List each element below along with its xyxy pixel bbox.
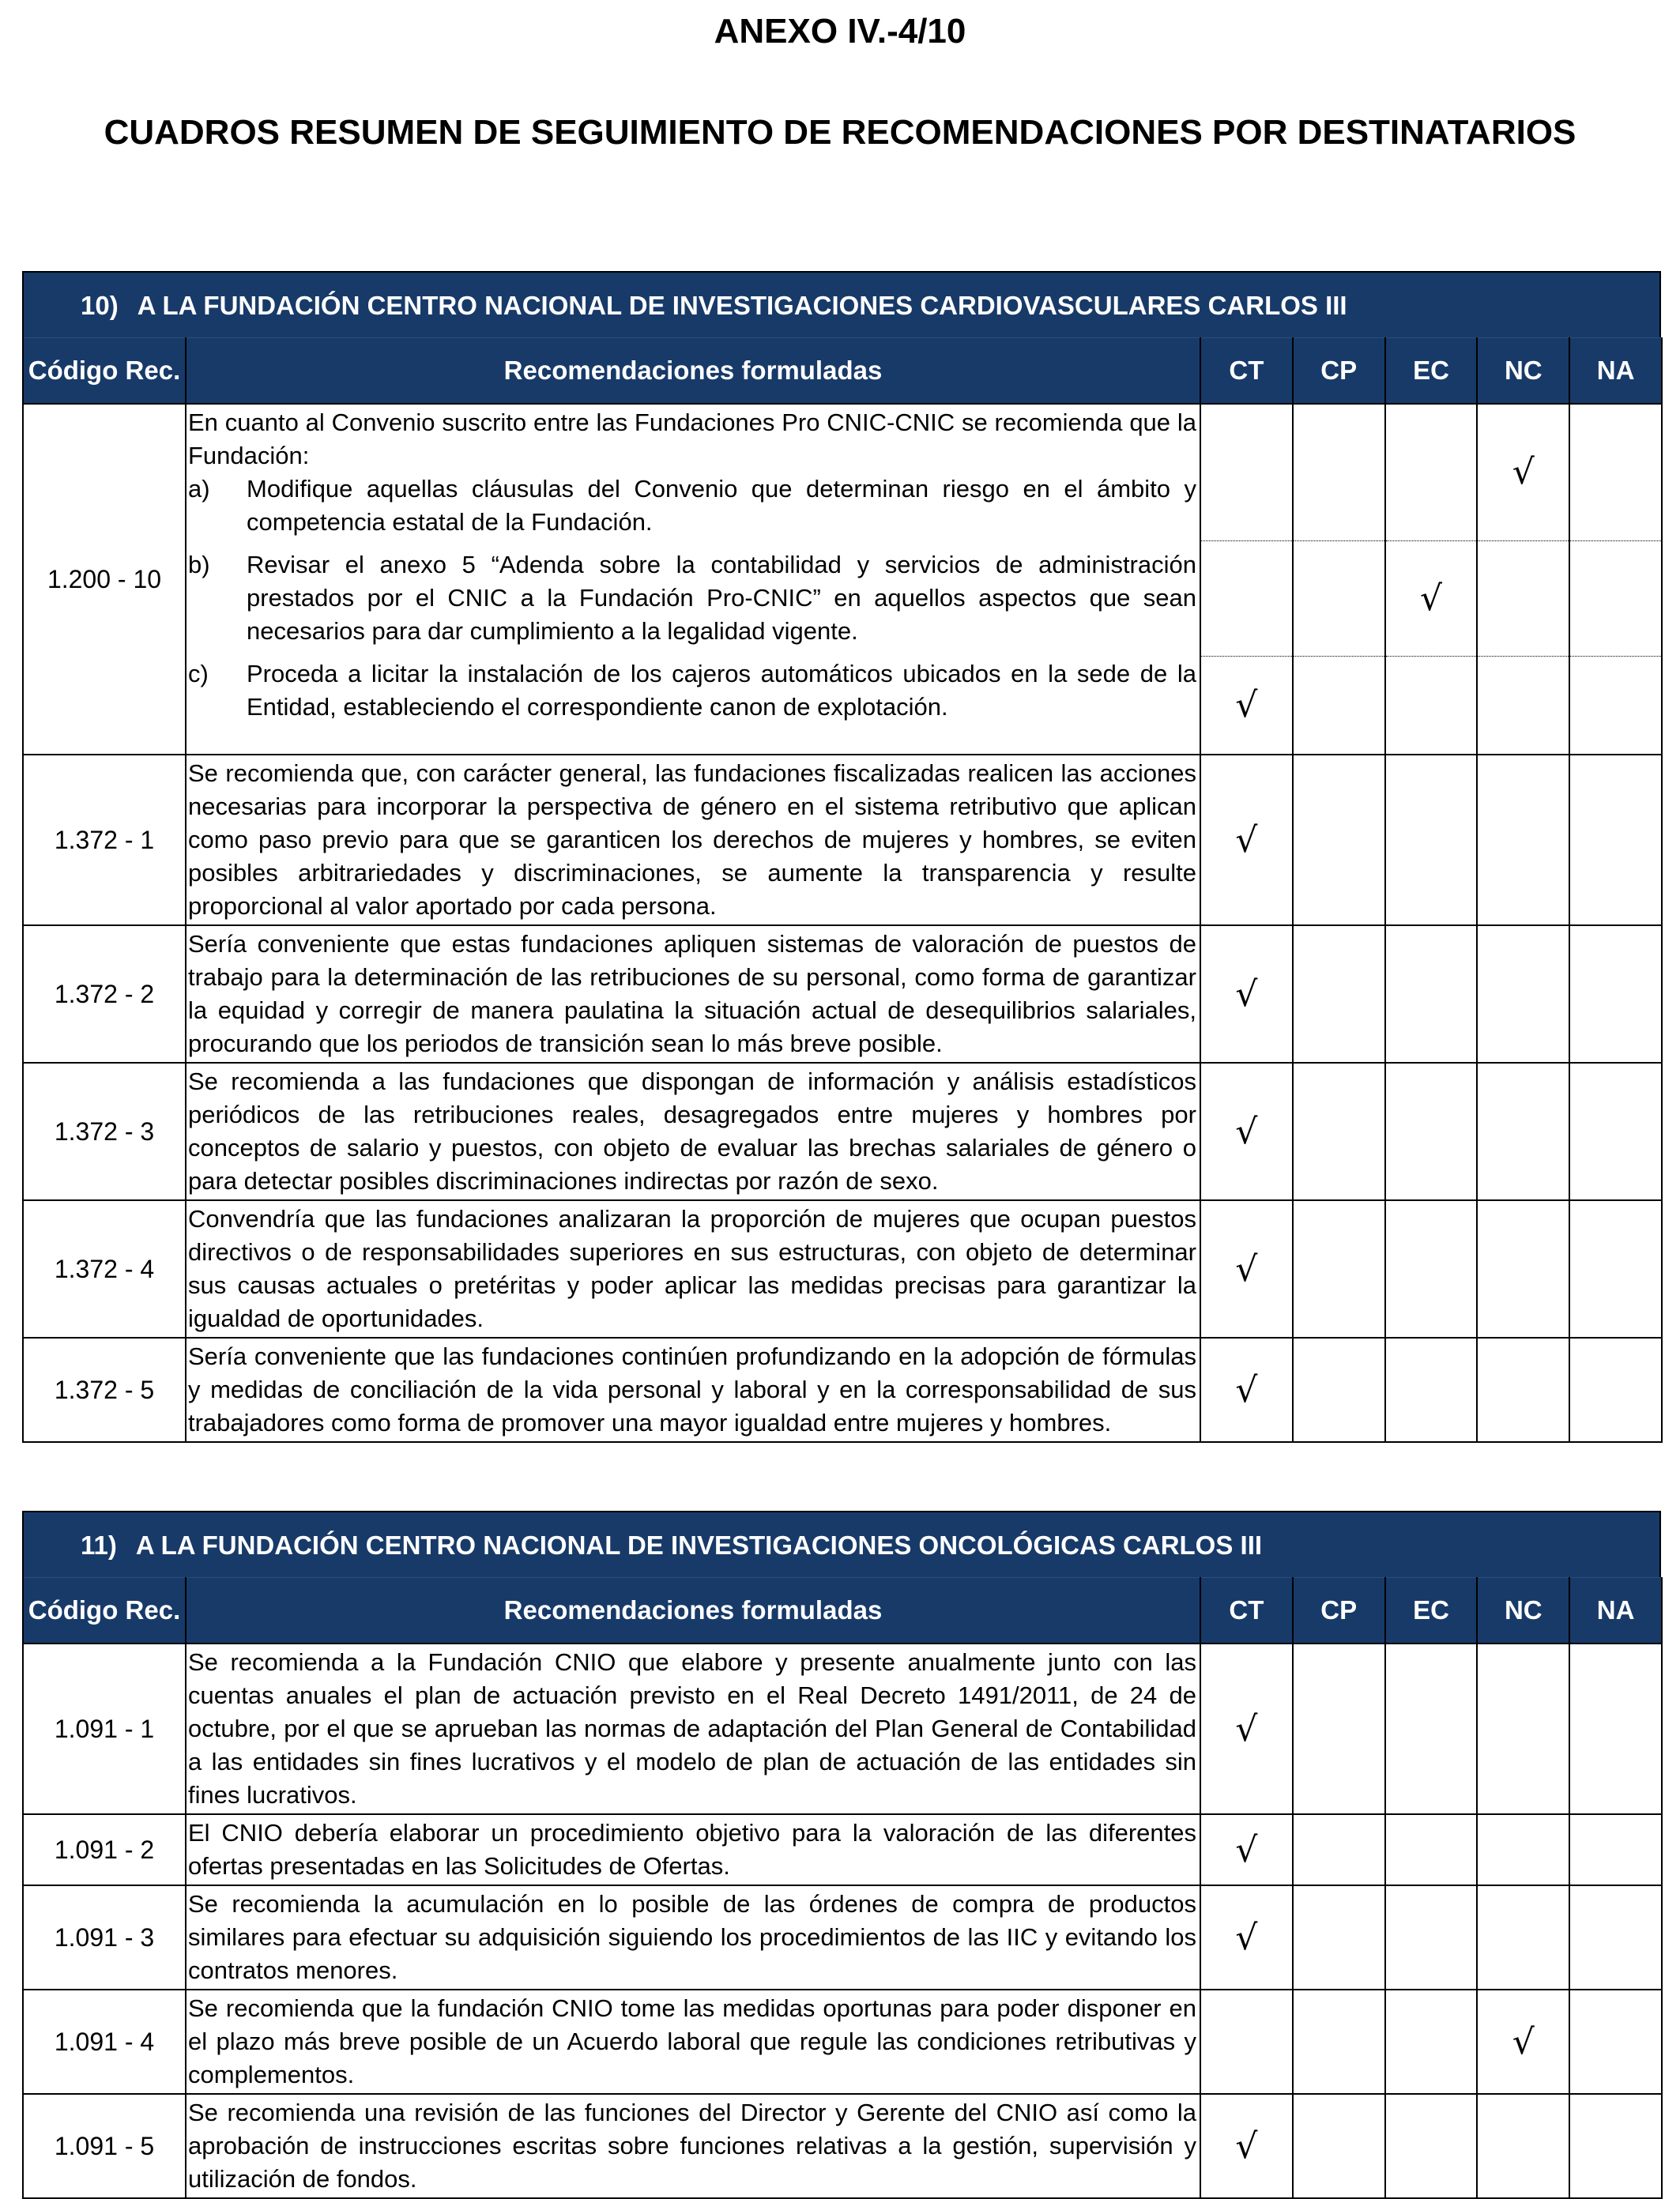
rec-text bbox=[186, 404, 1200, 540]
ec-cell bbox=[1385, 540, 1478, 656]
ct-cell bbox=[1200, 755, 1293, 925]
na-cell bbox=[1569, 755, 1662, 925]
col-na-header: NA bbox=[1569, 338, 1662, 405]
table-row bbox=[23, 925, 1662, 1063]
ec-cell bbox=[1385, 1338, 1478, 1442]
ct-cell bbox=[1200, 404, 1293, 540]
cp-cell bbox=[1293, 540, 1385, 656]
table-row bbox=[23, 1338, 1662, 1442]
item-text: Modifique aquellas cláusulas del Convenio que determinan riesgo en el ámbito y competencia estatal de la Fundación. bbox=[247, 475, 1196, 536]
rec-code: 1.091 - 1 bbox=[23, 1644, 186, 1814]
table-row bbox=[23, 1885, 1662, 1990]
cp-cell bbox=[1293, 1814, 1385, 1885]
na-cell bbox=[1569, 1644, 1662, 1814]
table-row bbox=[23, 540, 1662, 656]
na-cell bbox=[1569, 404, 1662, 540]
item-label: b) bbox=[188, 551, 210, 578]
ct-cell bbox=[1200, 1885, 1293, 1990]
section-header bbox=[22, 271, 1661, 337]
item-text: Proceda a licitar la instalación de los cajeros automáticos ubicados en la sede de la Entidad, estableciendo el correspondiente canon de explotación. bbox=[247, 660, 1196, 721]
rec-code: 1.091 - 3 bbox=[23, 1885, 186, 1990]
na-cell bbox=[1569, 1338, 1662, 1442]
table-row bbox=[23, 1063, 1662, 1200]
rec-text: Se recomienda que la fundación CNIO tome las medidas oportunas para poder disponer en el plazo más breve posible de un Acuerdo laboral que regule las condiciones retributivas y complementos. bbox=[186, 1990, 1200, 2094]
rec-code: 1.200 - 10 bbox=[23, 404, 186, 755]
check-mark: √ bbox=[1235, 1829, 1258, 1870]
cp-cell bbox=[1293, 1644, 1385, 1814]
check-mark: √ bbox=[1235, 684, 1258, 725]
cp-cell bbox=[1293, 1885, 1385, 1990]
col-nc-header: NC bbox=[1477, 338, 1569, 405]
check-mark: √ bbox=[1235, 1248, 1258, 1290]
na-cell bbox=[1569, 1885, 1662, 1990]
section-title: A LA FUNDACIÓN CENTRO NACIONAL DE INVESTIGACIONES ONCOLÓGICAS CARLOS III bbox=[135, 1531, 1263, 1560]
check-mark: √ bbox=[1235, 973, 1258, 1015]
nc-cell bbox=[1477, 2094, 1569, 2198]
rec-text: Se recomienda a las fundaciones que dispongan de información y análisis estadísticos periódicos de las retribuciones reales, desagregados entre mujeres y hombres por conceptos de salario y puestos, con objeto de evaluar las brechas salariales de género o para detectar posibles discriminaciones indirectas por razón de sexo. bbox=[186, 1063, 1200, 1200]
ec-cell bbox=[1385, 404, 1478, 540]
col-ec-header: EC bbox=[1385, 338, 1478, 405]
na-cell bbox=[1569, 925, 1662, 1063]
col-ct-header: CT bbox=[1200, 1578, 1293, 1644]
table-row bbox=[23, 755, 1662, 925]
section-number: 11) bbox=[81, 1531, 117, 1560]
nc-cell bbox=[1477, 1338, 1569, 1442]
ec-cell bbox=[1385, 1063, 1478, 1200]
ct-cell bbox=[1200, 656, 1293, 755]
section-title: A LA FUNDACIÓN CENTRO NACIONAL DE INVESTIGACIONES CARDIOVASCULARES CARLOS III bbox=[137, 291, 1347, 320]
nc-cell bbox=[1477, 540, 1569, 656]
cp-cell bbox=[1293, 656, 1385, 755]
rec-code: 1.372 - 4 bbox=[23, 1200, 186, 1338]
nc-cell bbox=[1477, 1063, 1569, 1200]
rec-text bbox=[186, 656, 1200, 755]
table-row bbox=[23, 1644, 1662, 1814]
ct-cell bbox=[1200, 1814, 1293, 1885]
rec-code: 1.372 - 3 bbox=[23, 1063, 186, 1200]
nc-cell bbox=[1477, 1885, 1569, 1990]
check-mark: √ bbox=[1419, 578, 1443, 619]
ec-cell bbox=[1385, 656, 1478, 755]
recommendations-table bbox=[22, 1577, 1663, 2199]
rec-code: 1.091 - 5 bbox=[23, 2094, 186, 2198]
ct-cell bbox=[1200, 1644, 1293, 1814]
check-mark: √ bbox=[1235, 1111, 1258, 1152]
rec-code: 1.091 - 4 bbox=[23, 1990, 186, 2094]
table-row bbox=[23, 2094, 1662, 2198]
col-text-header: Recomendaciones formuladas bbox=[186, 1578, 1200, 1644]
rec-text: Sería conveniente que las fundaciones continúen profundizando en la adopción de fórmulas y medidas de conciliación de la vida personal y laboral y en la corresponsabilidad de sus trabajadores como forma de promover una mayor igualdad entre mujeres y hombres. bbox=[186, 1338, 1200, 1442]
check-mark: √ bbox=[1512, 452, 1535, 493]
nc-cell bbox=[1477, 1200, 1569, 1338]
nc-cell bbox=[1477, 1644, 1569, 1814]
ec-cell bbox=[1385, 1644, 1478, 1814]
nc-cell bbox=[1477, 755, 1569, 925]
check-mark: √ bbox=[1235, 1917, 1258, 1958]
ct-cell bbox=[1200, 1338, 1293, 1442]
cp-cell bbox=[1293, 755, 1385, 925]
col-ct-header: CT bbox=[1200, 338, 1293, 405]
rec-text: Sería conveniente que estas fundaciones apliquen sistemas de valoración de puestos de trabajo para la determinación de las retribuciones de su personal, como forma de garantizar la equidad y corregir de manera paulatina la situación actual de desequilibrios salariales, procurando que los periodos de transición sean lo más breve posible. bbox=[186, 925, 1200, 1063]
item-text: Revisar el anexo 5 “Adenda sobre la contabilidad y servicios de administración prestados por el CNIC a la Fundación Pro-CNIC” en aquellos aspectos que sean necesarios para dar cumplimiento a la legalidad vigente. bbox=[247, 551, 1196, 645]
column-header-row bbox=[23, 1578, 1662, 1644]
col-cp-header: CP bbox=[1293, 338, 1385, 405]
na-cell bbox=[1569, 1990, 1662, 2094]
ec-cell bbox=[1385, 2094, 1478, 2198]
na-cell bbox=[1569, 540, 1662, 656]
na-cell bbox=[1569, 656, 1662, 755]
check-mark: √ bbox=[1235, 2126, 1258, 2167]
rec-code: 1.372 - 1 bbox=[23, 755, 186, 925]
rec-code: 1.372 - 5 bbox=[23, 1338, 186, 1442]
rec-text: Se recomienda a la Fundación CNIO que elabore y presente anualmente junto con las cuentas anuales el plan de actuación previsto en el Real Decreto 1491/2011, de 24 de octubre, por el que se aprueban las normas de adaptación del Plan General de Contabilidad a las entidades sin fines lucrativos y el modelo de plan de actuación de las entidades sin fines lucrativos. bbox=[186, 1644, 1200, 1814]
col-na-header: NA bbox=[1569, 1578, 1662, 1644]
rec-text: Convendría que las fundaciones analizaran la proporción de mujeres que ocupan puestos directivos o de responsabilidades superiores en sus estructuras, con objeto de determinar sus causas actuales o pretéritas y poder aplicar las medidas precisas para garantizar la igualdad de oportunidades. bbox=[186, 1200, 1200, 1338]
na-cell bbox=[1569, 2094, 1662, 2198]
section-11 bbox=[22, 1511, 1661, 2199]
check-mark: √ bbox=[1235, 1708, 1258, 1749]
cp-cell bbox=[1293, 1063, 1385, 1200]
cp-cell bbox=[1293, 925, 1385, 1063]
item-label: c) bbox=[188, 660, 209, 687]
table-row bbox=[23, 1990, 1662, 2094]
rec-text bbox=[186, 540, 1200, 656]
ec-cell bbox=[1385, 755, 1478, 925]
nc-cell bbox=[1477, 925, 1569, 1063]
rec-text: Se recomienda que, con carácter general, las fundaciones fiscalizadas realicen las acciones necesarias para incorporar la perspectiva de género en el sistema retributivo que aplican como paso previo para que se garanticen los derechos de mujeres y hombres, se eviten posibles arbitrariedades y discriminaciones, se aumente la transparencia y resulte proporcional al valor aportado por cada persona. bbox=[186, 755, 1200, 925]
col-code-header: Código Rec. bbox=[23, 1578, 186, 1644]
table-row bbox=[23, 656, 1662, 755]
ct-cell bbox=[1200, 925, 1293, 1063]
check-mark: √ bbox=[1235, 1369, 1258, 1410]
col-code-header: Código Rec. bbox=[23, 338, 186, 405]
table-row bbox=[23, 1200, 1662, 1338]
cp-cell bbox=[1293, 1990, 1385, 2094]
ct-cell bbox=[1200, 1990, 1293, 2094]
rec-intro: En cuanto al Convenio suscrito entre las Fundaciones Pro CNIC-CNIC se recomienda que la Fundación: bbox=[188, 409, 1196, 469]
ec-cell bbox=[1385, 925, 1478, 1063]
cp-cell bbox=[1293, 2094, 1385, 2198]
col-nc-header: NC bbox=[1477, 1578, 1569, 1644]
rec-text: Se recomienda la acumulación en lo posible de las órdenes de compra de productos similares para efectuar su adquisición siguiendo los procedimientos de las IIC y evitando los contratos menores. bbox=[186, 1885, 1200, 1990]
check-mark: √ bbox=[1512, 2021, 1535, 2062]
nc-cell bbox=[1477, 656, 1569, 755]
cp-cell bbox=[1293, 1338, 1385, 1442]
rec-code: 1.372 - 2 bbox=[23, 925, 186, 1063]
table-row bbox=[23, 1814, 1662, 1885]
ec-cell bbox=[1385, 1885, 1478, 1990]
na-cell bbox=[1569, 1814, 1662, 1885]
ec-cell bbox=[1385, 1200, 1478, 1338]
recommendations-table bbox=[22, 337, 1663, 1443]
na-cell bbox=[1569, 1200, 1662, 1338]
annex-title: ANEXO IV.-4/10 bbox=[714, 12, 966, 51]
section-header bbox=[22, 1511, 1661, 1577]
cp-cell bbox=[1293, 404, 1385, 540]
section-10 bbox=[22, 271, 1661, 1443]
nc-cell bbox=[1477, 1814, 1569, 1885]
document-title: CUADROS RESUMEN DE SEGUIMIENTO DE RECOMENDACIONES POR DESTINATARIOS bbox=[104, 113, 1576, 152]
col-cp-header: CP bbox=[1293, 1578, 1385, 1644]
section-number: 10) bbox=[81, 291, 119, 320]
table-row bbox=[23, 404, 1662, 540]
ct-cell bbox=[1200, 1063, 1293, 1200]
nc-cell bbox=[1477, 404, 1569, 540]
rec-text: El CNIO debería elaborar un procedimiento objetivo para la valoración de las diferentes ofertas presentadas en las Solicitudes de Ofertas. bbox=[186, 1814, 1200, 1885]
ec-cell bbox=[1385, 1814, 1478, 1885]
rec-code: 1.091 - 2 bbox=[23, 1814, 186, 1885]
item-label: a) bbox=[188, 475, 210, 503]
column-header-row bbox=[23, 338, 1662, 405]
ct-cell bbox=[1200, 540, 1293, 656]
col-ec-header: EC bbox=[1385, 1578, 1478, 1644]
cp-cell bbox=[1293, 1200, 1385, 1338]
rec-text: Se recomienda una revisión de las funciones del Director y Gerente del CNIO así como la aprobación de instrucciones escritas sobre funciones relativas a la gestión, supervisión y utilización de fondos. bbox=[186, 2094, 1200, 2198]
ct-cell bbox=[1200, 1200, 1293, 1338]
check-mark: √ bbox=[1235, 819, 1258, 860]
na-cell bbox=[1569, 1063, 1662, 1200]
col-text-header: Recomendaciones formuladas bbox=[186, 338, 1200, 405]
ct-cell bbox=[1200, 2094, 1293, 2198]
nc-cell bbox=[1477, 1990, 1569, 2094]
ec-cell bbox=[1385, 1990, 1478, 2094]
